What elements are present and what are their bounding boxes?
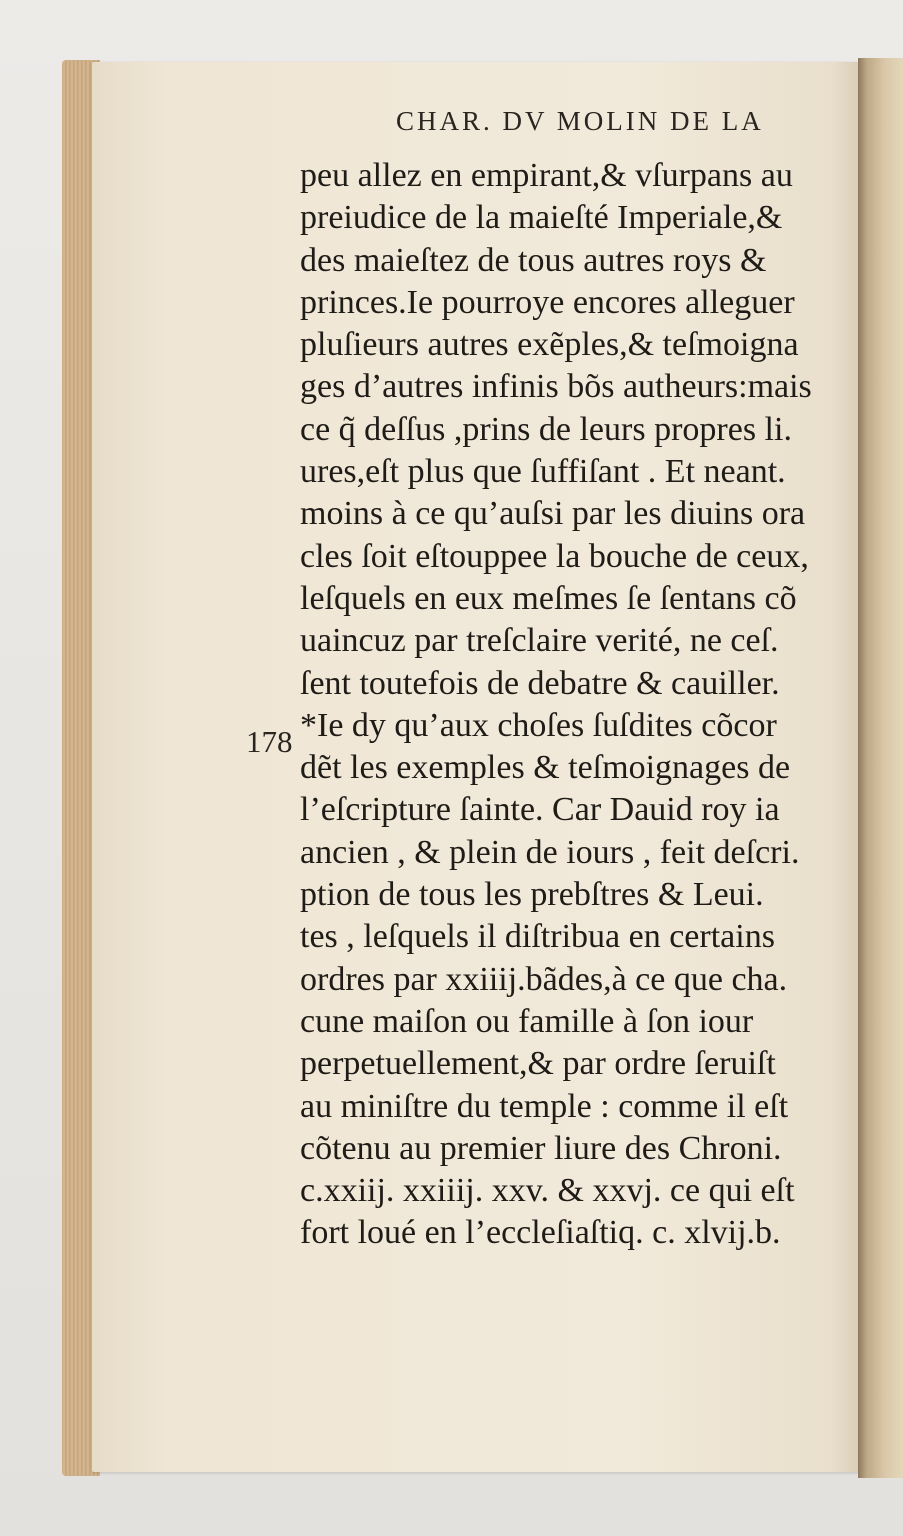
text-line: ancien , & plein de iours , feit deſcri. xyxy=(300,833,800,871)
text-line: peu allez en empirant,& vſurpans au xyxy=(300,157,793,194)
text-line: cles ſoit eſtouppee la bouche de ceux, xyxy=(300,537,809,575)
text-line: leſquels en eux meſmes ſe ſentans cõ xyxy=(300,579,797,617)
text-line: fort loué en l’eccleſiaſtiq. c. xlvij.b. xyxy=(300,1214,781,1252)
text-line: *Ie dy qu’aux choſes ſuſdites cõcor xyxy=(300,706,777,744)
text-line: ſent toutefois de debatre & cauiller. xyxy=(300,664,780,702)
text-line: preiudice de la maieſté Imperiale,& xyxy=(300,199,783,237)
text-line: moins à ce qu’auſsi par les diuins ora xyxy=(300,495,806,533)
running-header: CHAR. DV MOLIN DE LA xyxy=(396,106,764,136)
text-line: uaincuz par treſclaire verité, ne ceſ. xyxy=(300,622,779,660)
text-line: des maieſtez de tous autres roys & xyxy=(300,241,767,279)
text-line: l’eſcripture ſainte. Car Dauid roy ia xyxy=(300,791,780,829)
text-line: cune maiſon ou famille à ſon iour xyxy=(300,1002,754,1040)
text-line: princes.Ie pourroye encores alleguer xyxy=(300,283,795,321)
text-line: dẽt les exemples & teſmoignages de xyxy=(300,749,791,787)
text-line: c.xxiij. xxiiij. xxv. & xxvj. ce qui eſt xyxy=(300,1172,795,1210)
text-line: ption de tous les prebſtres & Leui. xyxy=(300,876,764,914)
text-line: tes , leſquels il diſtribua en certains xyxy=(300,918,775,956)
text-line: au miniſtre du temple : comme il eſt xyxy=(300,1087,789,1125)
margin-number: 178 xyxy=(246,724,293,759)
text-line: cõtenu au premier liure des Chroni. xyxy=(300,1129,782,1167)
text-line: ce q̃ deſſus ,prins de leurs propres li. xyxy=(300,410,792,448)
text-block xyxy=(300,155,875,1255)
text-line: pluſieurs autres exẽples,& teſmoigna xyxy=(300,326,799,364)
text-line: ordres par xxiiij.bãdes,à ce que cha. xyxy=(300,960,788,998)
text-line: ges d’autres infinis bõs autheurs:mais xyxy=(300,368,812,406)
text-line: perpetuellement,& par ordre ſeruiſt xyxy=(300,1045,776,1083)
text-line: ures,eſt plus que ſuffiſant . Et neant. xyxy=(300,453,786,491)
